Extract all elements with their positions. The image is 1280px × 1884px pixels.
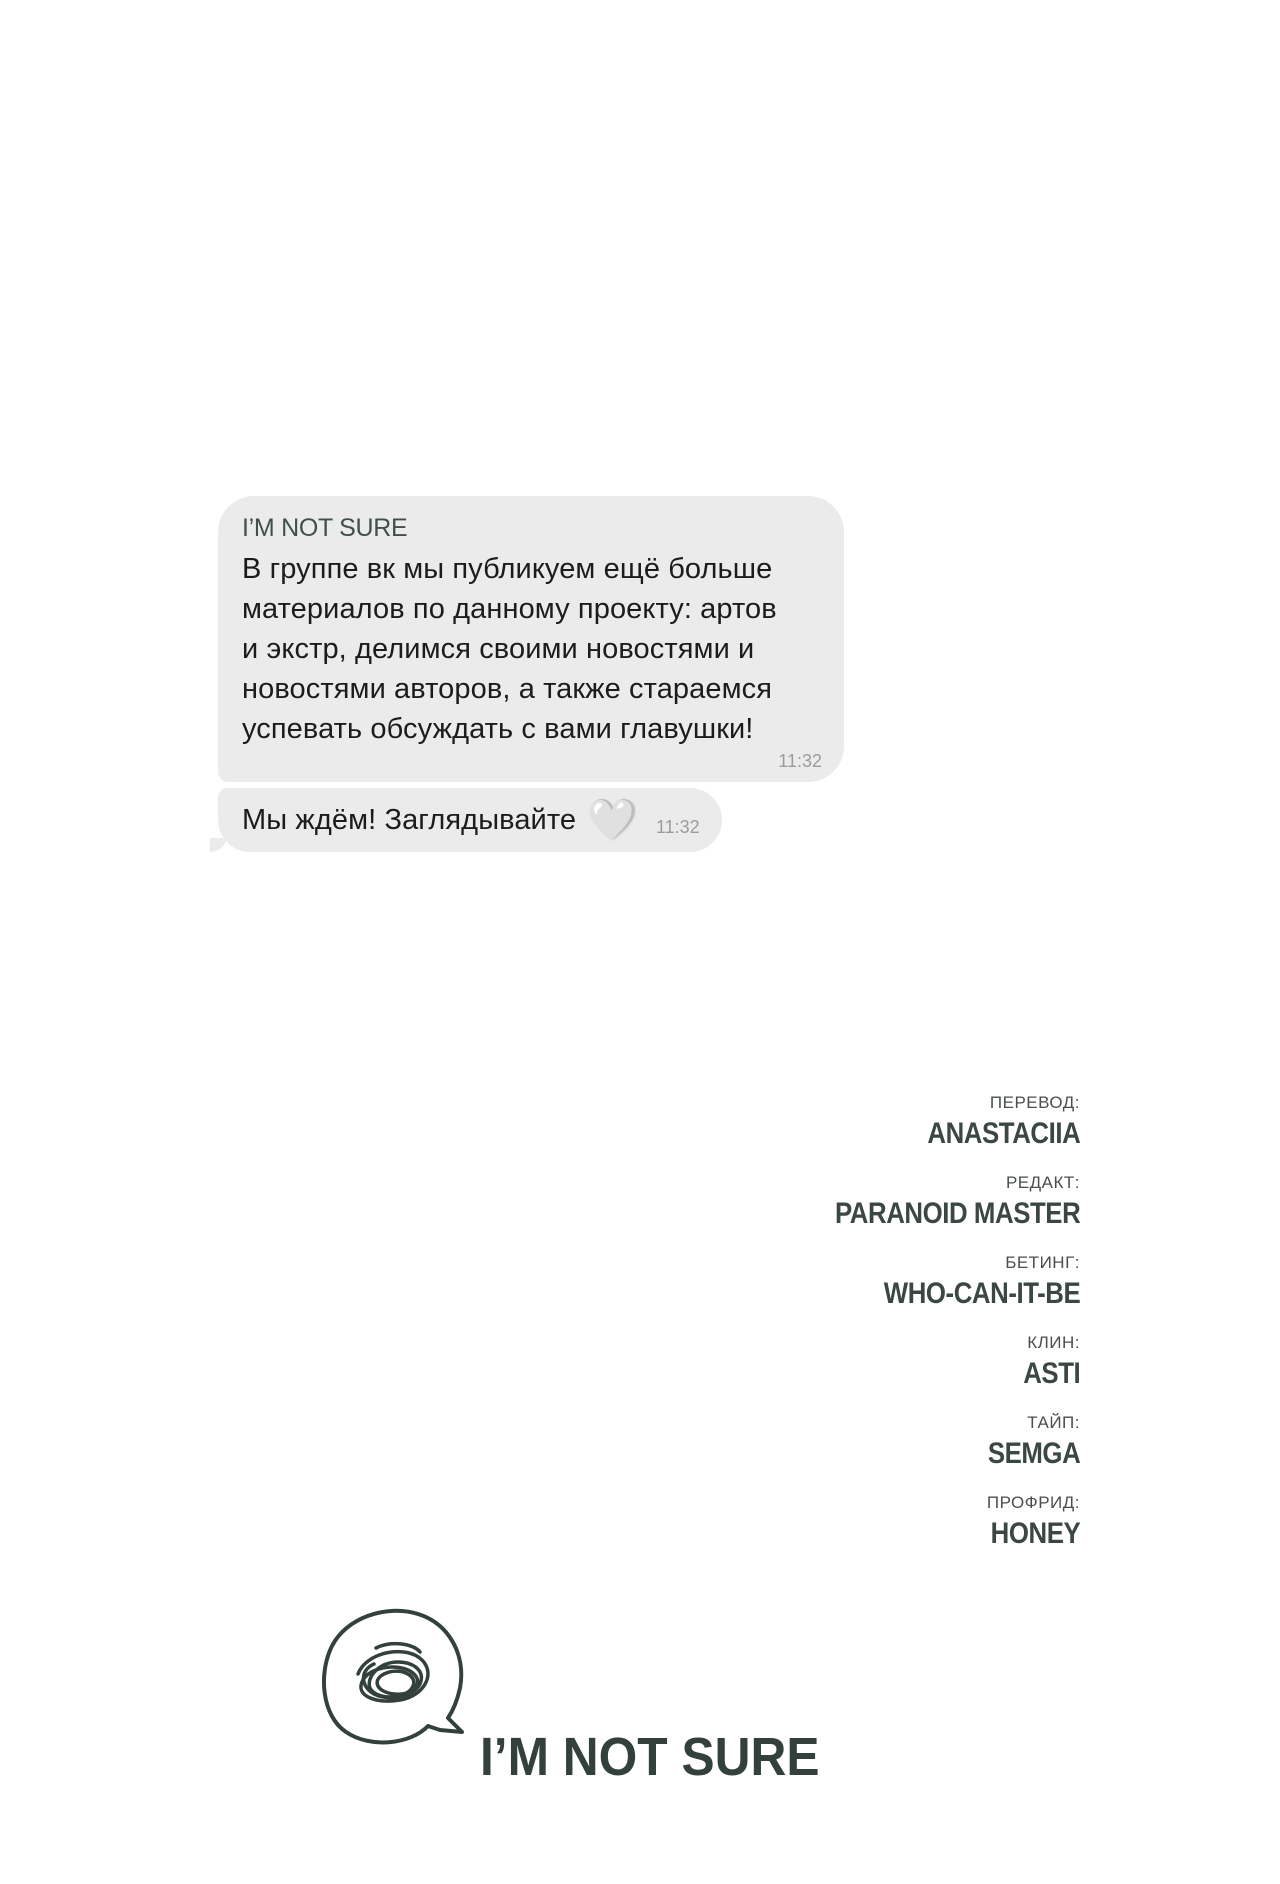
credit-role: ПЕРЕВОД: (989, 1093, 1080, 1112)
credit-editing (795, 1172, 1080, 1234)
message-sender: I’M NOT SURE (242, 514, 408, 542)
credit-name: SEMGA (987, 1437, 1080, 1470)
credit-name: WHO-CAN-IT-BE (883, 1277, 1080, 1310)
credit-clean (795, 1332, 1080, 1394)
credit-name: ANASTACIIA (927, 1117, 1080, 1150)
message-time: 11:32 (778, 751, 822, 771)
credit-role: БЕТИНГ: (1005, 1253, 1080, 1272)
message-row (242, 800, 700, 840)
message-text: В группе вк мы публикуем ещё больше материалов по данному проекту: артов и экстр, делимся своими новостями и новостями авторов, а также стараемся успевать обсуждать с вами главушки! (242, 553, 777, 745)
credit-role: КЛИН: (1027, 1333, 1080, 1352)
credits-list (795, 1092, 1080, 1572)
message-text: Мы ждём! Заглядывайте (242, 804, 577, 836)
message-time: 11:32 (655, 816, 700, 837)
logo-text: I’M NOT SURE (480, 1727, 820, 1787)
credit-name: ASTI (1022, 1357, 1080, 1390)
white-heart-icon: 🤍 (588, 798, 638, 842)
credit-proofread (795, 1492, 1080, 1554)
credit-name: PARANOID MASTER (834, 1197, 1080, 1230)
chat-messages (218, 496, 858, 852)
credit-beta (795, 1252, 1080, 1314)
credit-name: HONEY (990, 1517, 1080, 1550)
message-bubble-1 (218, 496, 844, 782)
credit-role: ПРОФРИД: (986, 1493, 1080, 1512)
scribble-speech-bubble-icon (316, 1604, 476, 1754)
message-bubble-2 (218, 788, 722, 852)
team-logo (316, 1604, 820, 1804)
credit-translation (795, 1092, 1080, 1154)
credit-role: ТАЙП: (1027, 1413, 1080, 1432)
credit-role: РЕДАКТ: (1005, 1173, 1080, 1192)
credit-type (795, 1412, 1080, 1474)
